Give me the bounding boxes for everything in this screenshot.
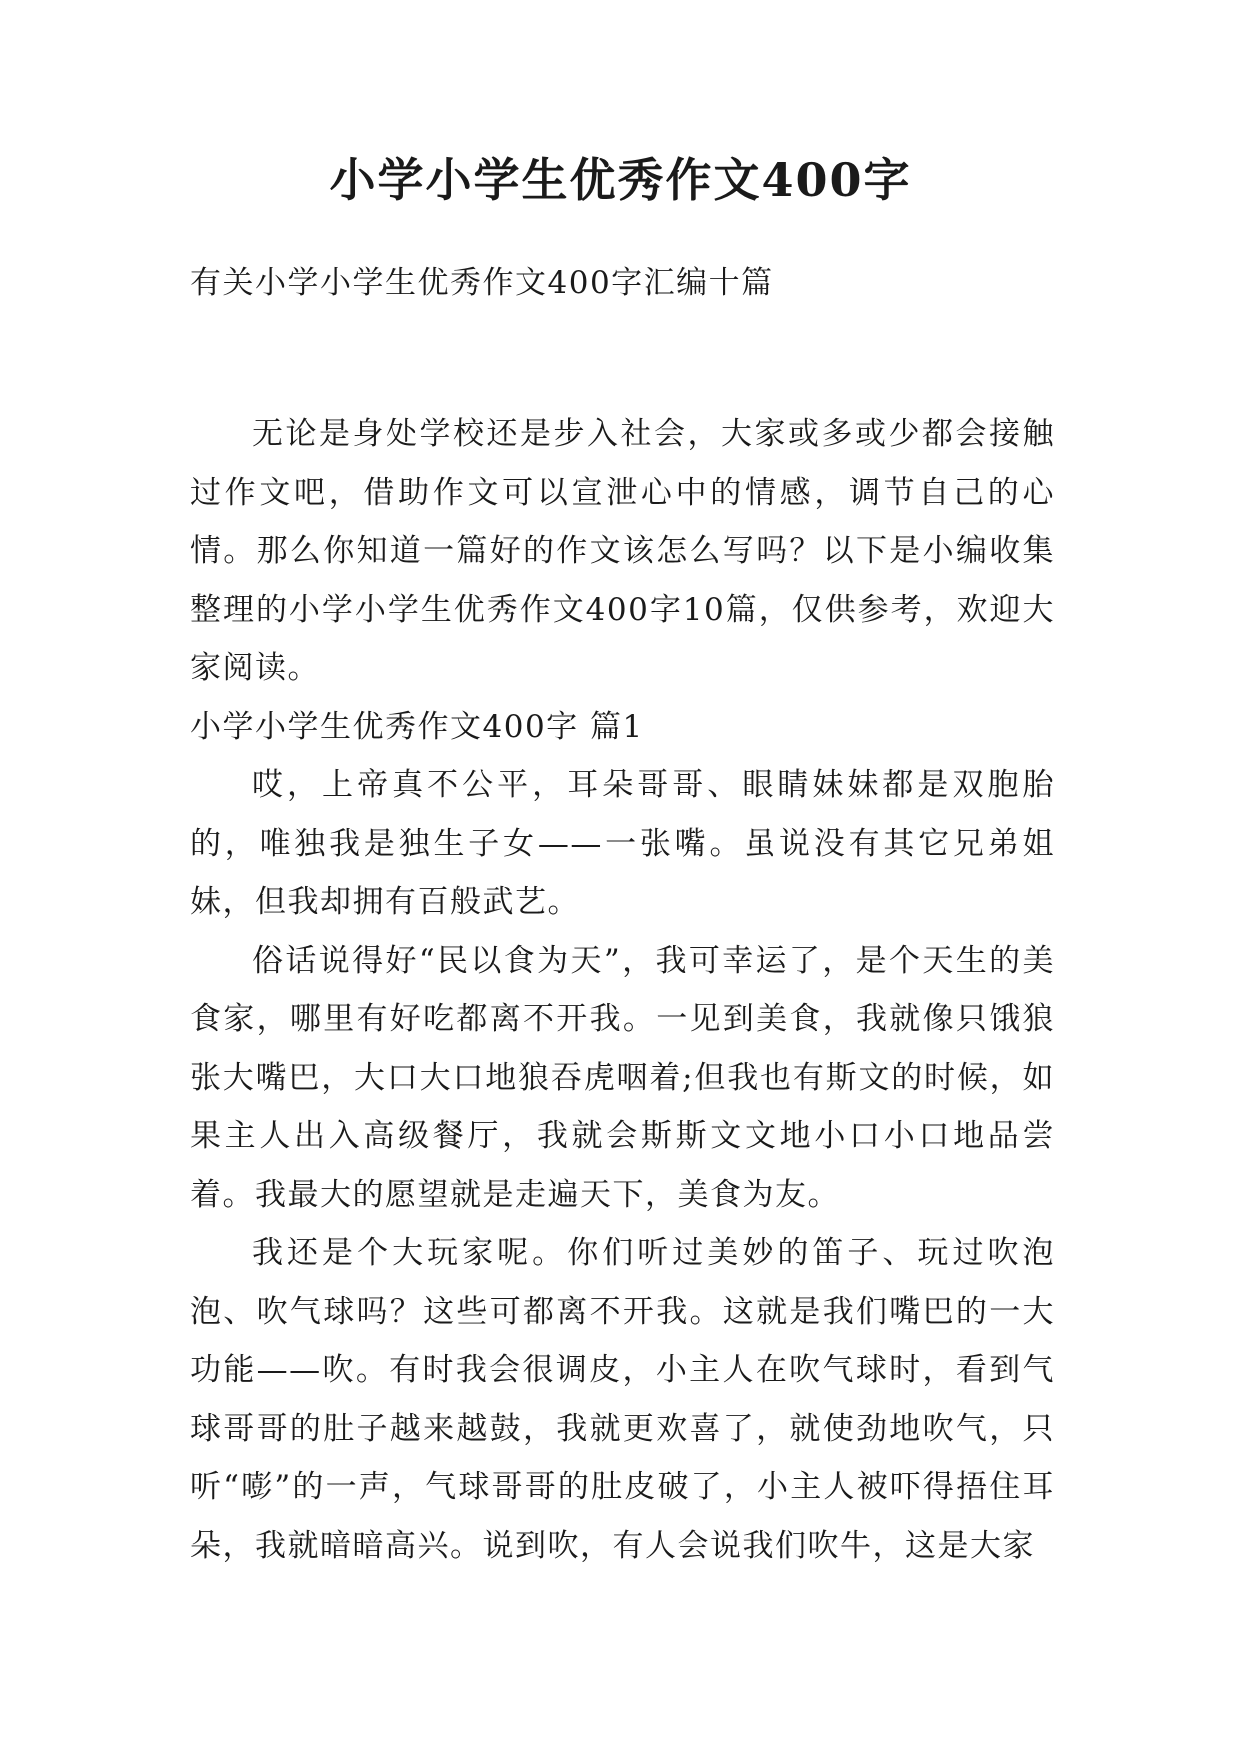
body-paragraph: 哎，上帝真不公平，耳朵哥哥、眼睛妹妹都是双胞胎的，唯独我是独生子女——一张嘴。虽说没有其它兄弟姐妹，但我却拥有百般武艺。 — [190, 767, 1055, 920]
intro-paragraph: 无论是身处学校还是步入社会，大家或多或少都会接触过作文吧，借助作文可以宣泄心中的情感，调节自己的心情。那么你知道一篇好的作文该怎么写吗？以下是小编收集整理的小学小学生优秀作文400字10篇，仅供参考，欢迎大家阅读。 — [190, 416, 1055, 686]
document-title: 小学小学生优秀作文400字 — [329, 153, 912, 207]
document-content — [190, 405, 1055, 1575]
section-heading: 小学小学生优秀作文400字 篇1 — [190, 708, 644, 745]
body-paragraph: 我还是个大玩家呢。你们听过美妙的笛子、玩过吹泡泡、吹气球吗？这些可都离不开我。这就是我们嘴巴的一大功能——吹。有时我会很调皮，小主人在吹气球时，看到气球哥哥的肚子越来越鼓，我就更欢喜了，就使劲地吹气，只听“嘭”的一声，气球哥哥的肚皮破了，小主人被吓得捂住耳朵，我就暗暗高兴。说到吹，有人会说我们吹牛，这是大家 — [190, 1235, 1055, 1564]
document-subtitle: 有关小学小学生优秀作文400字汇编十篇 — [190, 265, 774, 301]
body-paragraph: 俗话说得好“民以食为天”，我可幸运了，是个天生的美食家，哪里有好吃都离不开我。一见到美食，我就像只饿狼张大嘴巴，大口大口地狼吞虎咽着;但我也有斯文的时候，如果主人出入高级餐厅，我就会斯斯文文地小口小口地品尝着。我最大的愿望就是走遍天下，美食为友。 — [190, 942, 1055, 1213]
